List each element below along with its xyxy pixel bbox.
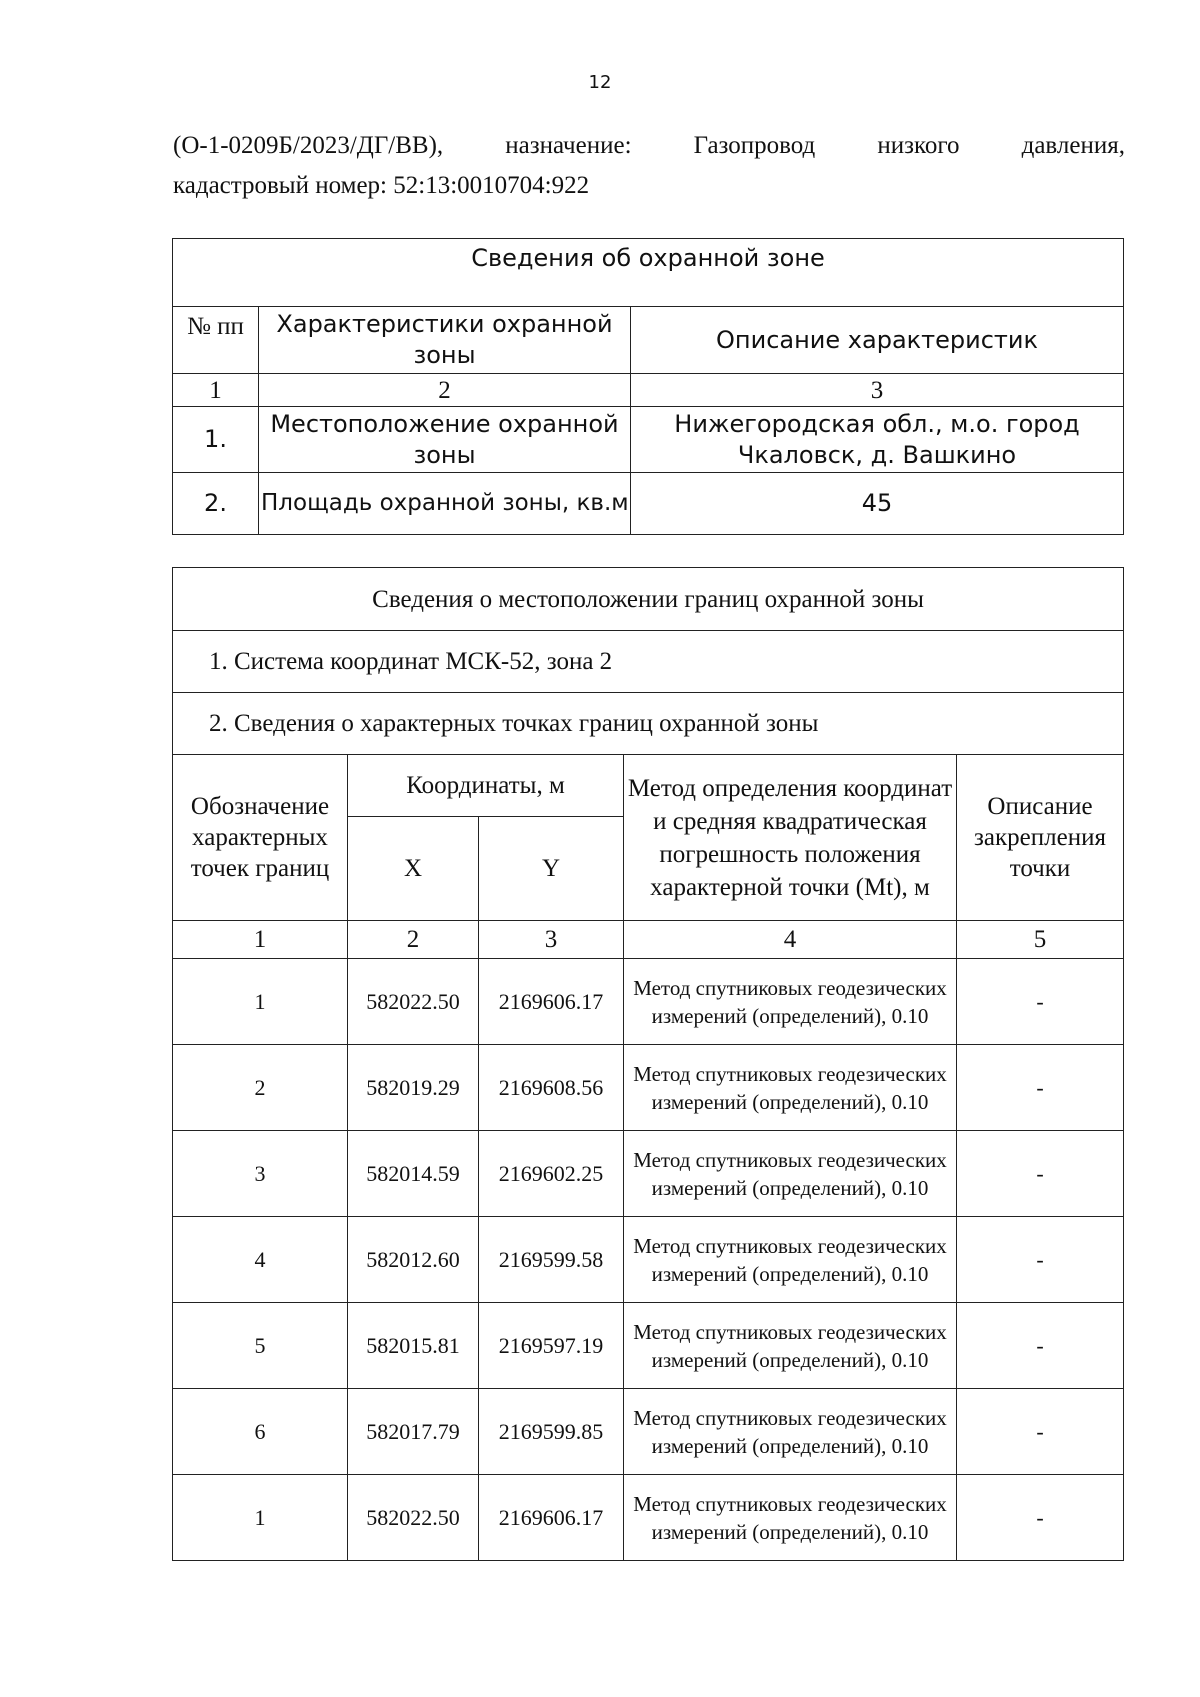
row-name: Площадь охранной зоны, кв.м [259, 473, 631, 535]
point-fixing: - [957, 1045, 1124, 1131]
column-number: 3 [479, 921, 624, 959]
point-y: 2169599.58 [479, 1217, 624, 1303]
column-number: 2 [348, 921, 479, 959]
row-name: Местоположение охранной зоны [259, 407, 631, 473]
point-fixing: - [957, 1217, 1124, 1303]
point-fixing: - [957, 1475, 1124, 1561]
intro-word: (О-1-0209Б/2023/ДГ/ВВ), [173, 132, 444, 159]
zone-info-title: Сведения об охранной зоне [173, 239, 1124, 307]
point-fixing: - [957, 1389, 1124, 1475]
point-id: 4 [173, 1217, 348, 1303]
point-y: 2169608.56 [479, 1045, 624, 1131]
column-number: 3 [631, 374, 1124, 407]
header-designation: Обозначение характерных точек границ [173, 755, 348, 921]
point-method: Метод спутниковых геодезических измерений (определений), 0.10 [624, 1131, 957, 1217]
point-method: Метод спутниковых геодезических измерений (определений), 0.10 [624, 1475, 957, 1561]
points-title: 2. Сведения о характерных точках границ охранной зоны [173, 693, 1124, 755]
point-y: 2169606.17 [479, 1475, 624, 1561]
intro-line-2: кадастровый номер: 52:13:0010704:922 [173, 172, 590, 199]
column-number: 1 [173, 921, 348, 959]
table-row [173, 1217, 1124, 1303]
intro-paragraph [173, 126, 1125, 206]
boundaries-title: Сведения о местоположении границ охранной зоны [173, 568, 1124, 631]
row-number: 2. [173, 473, 259, 535]
point-fixing: - [957, 1131, 1124, 1217]
point-method: Метод спутниковых геодезических измерений (определений), 0.10 [624, 1389, 957, 1475]
point-y: 2169599.85 [479, 1389, 624, 1475]
point-id: 1 [173, 1475, 348, 1561]
intro-word: давления, [1021, 132, 1125, 159]
table-row [173, 1131, 1124, 1217]
header-fixing: Описание закрепления точки [957, 755, 1124, 921]
point-id: 6 [173, 1389, 348, 1475]
point-method: Метод спутниковых геодезических измерений (определений), 0.10 [624, 959, 957, 1045]
row-value: 45 [631, 473, 1124, 535]
point-method: Метод спутниковых геодезических измерений (определений), 0.10 [624, 1217, 957, 1303]
point-x: 582012.60 [348, 1217, 479, 1303]
intro-word: назначение: [505, 132, 632, 159]
point-x: 582014.59 [348, 1131, 479, 1217]
column-number: 2 [259, 374, 631, 407]
header-description: Описание характеристик [631, 307, 1124, 374]
intro-word: низкого [877, 132, 960, 159]
point-id: 1 [173, 959, 348, 1045]
point-y: 2169602.25 [479, 1131, 624, 1217]
header-x: X [348, 817, 479, 921]
point-method: Метод спутниковых геодезических измерений (определений), 0.10 [624, 1303, 957, 1389]
header-number: № пп [173, 307, 259, 374]
table-row [173, 1045, 1124, 1131]
page-number: 12 [588, 72, 612, 93]
point-fixing: - [957, 1303, 1124, 1389]
column-number: 4 [624, 921, 957, 959]
zone-info-table [172, 238, 1124, 535]
intro-line-1 [173, 126, 1125, 166]
intro-word: Газопровод [693, 132, 816, 159]
header-characteristics: Характеристики охранной зоны [259, 307, 631, 374]
point-x: 582015.81 [348, 1303, 479, 1389]
column-number: 5 [957, 921, 1124, 959]
point-id: 2 [173, 1045, 348, 1131]
header-y: Y [479, 817, 624, 921]
header-coordinates: Координаты, м [348, 755, 624, 817]
row-value: Нижегородская обл., м.о. город Чкаловск, д. Вашкино [631, 407, 1124, 473]
point-x: 582019.29 [348, 1045, 479, 1131]
boundaries-table [172, 567, 1124, 1561]
point-x: 582022.50 [348, 1475, 479, 1561]
point-id: 3 [173, 1131, 348, 1217]
point-method: Метод спутниковых геодезических измерений (определений), 0.10 [624, 1045, 957, 1131]
point-id: 5 [173, 1303, 348, 1389]
header-method: Метод определения координат и средняя квадратическая погрешность положения характерной точки (Mt), м [624, 755, 957, 921]
point-y: 2169597.19 [479, 1303, 624, 1389]
point-y: 2169606.17 [479, 959, 624, 1045]
table-row [173, 1475, 1124, 1561]
row-number: 1. [173, 407, 259, 473]
column-number: 1 [173, 374, 259, 407]
table-row [173, 1389, 1124, 1475]
point-x: 582017.79 [348, 1389, 479, 1475]
table-row [173, 959, 1124, 1045]
coordinate-system: 1. Система координат МСК-52, зона 2 [173, 631, 1124, 693]
point-fixing: - [957, 959, 1124, 1045]
point-x: 582022.50 [348, 959, 479, 1045]
table-row [173, 1303, 1124, 1389]
